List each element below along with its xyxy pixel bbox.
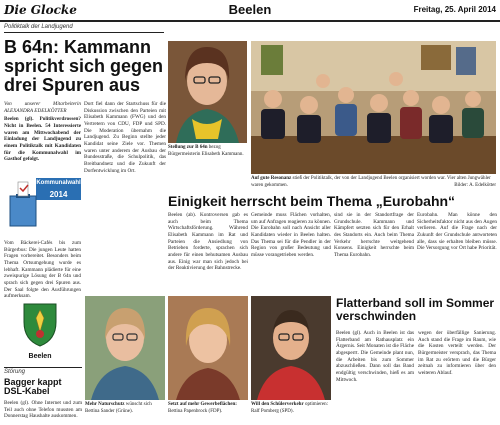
coat-of-arms-icon: [10, 300, 70, 348]
stoerung-headline: Bagger kappt DSL-Kabel: [4, 377, 62, 397]
portrait1-caption: [85, 402, 167, 415]
flatterband-col1: Beelen (gl). Auch in Beelen ist das Flatterband am Rathausplatz ein Ärgernis. Seit Monaten ist die Fläche abgesperrt. Die Gemeinde plant nun, die Arbeiten bis zum Sommer abzuschließen. Dann soll das Band endgültig verschwinden, hieß es am Mittwoch.: [336, 330, 414, 383]
eurobahn-col4: Eurobahn. Man könne den Sicherheitsfaktor nicht aus den Augen verlieren. Auf die Frage nach der Zukunft der Grundschule antworteten alle, dass sie erhalten bleiben müsse. Die Versorgung vor Ort habe Priorität.: [417, 212, 497, 252]
masthead: [0, 0, 500, 22]
eurobahn-col3: sind sie in der Standortfrage der Grundschule. Kammann und Kämpfert setzten sich für den Erhalt des Standorts ein. Auch beim Thema Verkehr herrschte weitgehend Konsens. Einigkeit herrschte beim Thema Eurobahn.: [334, 212, 414, 258]
eurobahn-col1: Beelen (ab). Kontroversen gab es auch beim Thema Wirtschaftsförderung. Während Elisabeth Kammann im Rat und Parteien die Ansiedlung von Betrieben forderte, sprachen sich andere für einen behutsamen Ausbau aus. Einig war man sich jedoch bei der Reaktivierung der Bahnstrecke.: [168, 212, 248, 272]
photo-audience: [251, 41, 496, 174]
portrait3-caption-bold: Will den Schülerverkehr: [251, 402, 304, 407]
portrait-papenbrock: [168, 296, 248, 400]
stoerung-rule: [4, 367, 82, 368]
kommunalwahl-logo: [4, 176, 81, 236]
papenbrock-photo-icon: [168, 296, 248, 400]
beelen-coat-of-arms: [10, 300, 70, 360]
lead-paragraph: Beelen (gl). Politikverdrossen? Nicht in Beelen. 54 Interessierte waren am Mittwochabend der Einladung der Landjugend zu einem Politiktalk mit Kandidaten für die Kommunalwahl im Gasthof gefolgt.: [4, 116, 81, 163]
portrait2-caption-bold: Setzt auf mehr Gewerbeflächen:: [168, 402, 237, 407]
eurobahn-headline: Einigkeit herrscht beim Thema „Eurobahn“: [168, 193, 456, 209]
audience-photo-icon: [251, 41, 496, 174]
flatterband-headline: Flatterband soll im Sommer verschwinden: [336, 296, 495, 323]
newspaper-logo: Die Glocke: [4, 3, 77, 17]
photo-credit: Bilder: A. Edelkötter: [454, 182, 496, 188]
issue-date: Freitag, 25. April 2014: [413, 5, 496, 14]
main-article-col1: [4, 101, 81, 171]
main-headline: B 64n: Kammann spricht sich gegen drei Spuren aus: [4, 37, 164, 95]
portrait1-caption-bold: Mehr Naturschutz: [85, 402, 125, 407]
main-article-col3: Vom Bäckerei-Cafés bis zum Bürgerbus: Die jungen Leute hatten Fragen vorbereitet. Besonders beim Thema Ortsumgehung wurde es lebhaft. Kammann plädierte für eine zweispurige Lösung der B 64n und sprach sich gegen drei Spuren aus. Der Saal folgte den Ausführungen aufmerksam.: [4, 240, 81, 300]
portrait2-caption-rest: Bettina Papenbrock (FDP).: [168, 408, 223, 414]
ballot-box-icon: [8, 180, 38, 230]
flatterband-col2: wegen der überfällige Sanierung. Auch stand die Frage im Raum, wie die Kosten verteilt werden. Der Bürgermeister versprach, das Thema im Rat zu erörtern und die Bürger zeitnah zu informieren über den weiteren Ablauf.: [418, 330, 496, 376]
portrait2-caption: [168, 402, 250, 415]
kammann-photo-icon: [168, 41, 247, 143]
portrait-sander: [85, 296, 165, 400]
photo1-caption-bold: Stellung zur B 64n: [168, 145, 208, 150]
coat-of-arms-label: Beelen: [28, 353, 52, 360]
stoerung-kicker: Störung: [4, 369, 26, 375]
stoerung-text: Beelen (gl). Ohne Internet und zum Teil auch ohne Telefon mussten am Donnerstag Haushalte auskommen.: [4, 400, 82, 420]
photo2-caption: [251, 176, 496, 189]
portrait1-caption-rest: wünscht sich Bettina Sander (Grüne).: [85, 402, 152, 414]
section-title: Beelen: [228, 2, 272, 17]
photo1-caption: [168, 145, 248, 158]
portrait3-caption-rest: optimieren: Ralf Pomberg (SPD).: [251, 402, 328, 414]
wahl-logo-line2: 2014: [49, 190, 68, 199]
sander-photo-icon: [85, 296, 165, 400]
photo-kammann: [168, 41, 247, 143]
portrait-pomberg: [251, 296, 331, 400]
photo2-caption-bold: Auf gute Resonanz: [251, 176, 292, 181]
photo1-caption-rest: bezog Bürgermeisterin Elisabeth Kammann.: [168, 145, 244, 157]
photo2-caption-rest: stieß der Politiktalk, der von der Landjugend Beelen organisiert worden war. Vier alten Jungwähler waren gekommen.: [251, 176, 491, 188]
portrait3-caption: [251, 402, 333, 415]
main-article-col2: Dort fiel dann der Startschuss für die Diskussion zwischen den Parteien mit Elisabeth Kammann (FWG) und den Vertretern von CDU, FDP und SPD. Die Moderation übernahm die Landjugend. Zu Beginn stellte jeder Kandidat seine Ziele vor. Themen waren unter anderem der Ausbau der Bundesstraße, die Schulpolitik, das Breitbandnetz und die Zukunft der Dorfentwicklung im Ort.: [84, 101, 166, 174]
kicker-rule: [4, 32, 164, 33]
wahl-logo-line1: Kommunalwahl: [36, 180, 81, 186]
article-kicker: Politiktalk der Landjugend: [4, 24, 73, 30]
pomberg-photo-icon: [251, 296, 331, 400]
eurobahn-col2: Gemeinde muss Flächen vorhalten, um auf Anfragen reagieren zu können. Die Eurobahn soll nach Ansicht aller Kandidaten wieder in Beelen halten. Das Thema sei für die Pendler in der Region von großer Bedeutung und müsse vorangetrieben werden.: [251, 212, 331, 258]
byline: Von unserer Mitarbeiterin ALEXANDRA EDELKÖTTER: [4, 101, 81, 114]
